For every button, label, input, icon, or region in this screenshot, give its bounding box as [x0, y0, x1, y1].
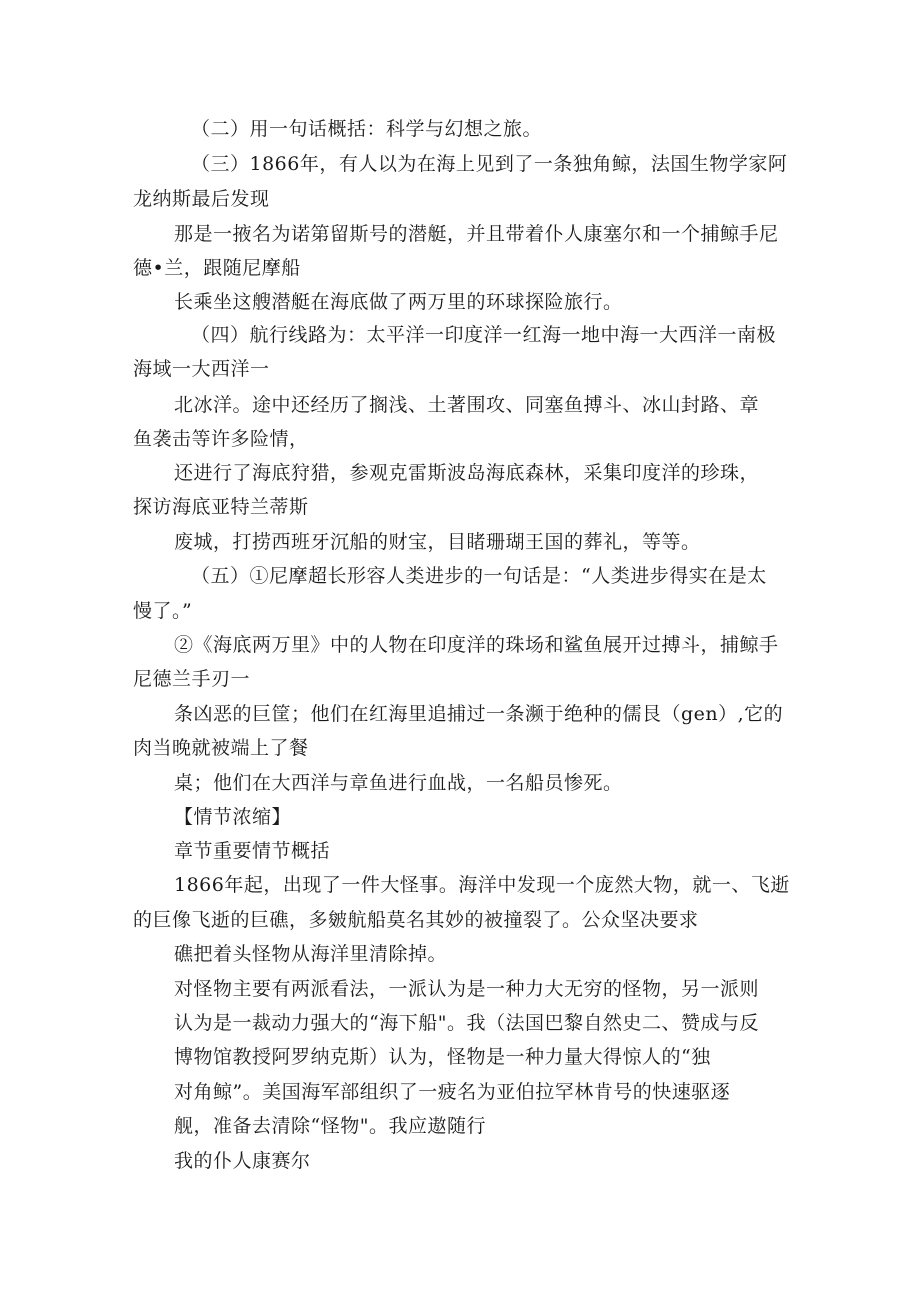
text-line: 长乘坐这艘潜艇在海底做了两万里的环球探险旅行。 [174, 291, 623, 313]
text-line: 条凶恶的巨筐；他们在红海里追捕过一条濒于绝种的儒艮（gen）,它的 [174, 703, 784, 725]
text-line: 肉当晚就被端上了餐 [133, 737, 309, 759]
text-line: 对角鲸”。美国海军部组织了一疲名为亚伯拉罕林肯号的快速驱逐 [174, 1081, 731, 1103]
text-line: （五）①尼摩超长形容人类进步的一句话是：“人类进步得实在是太 [191, 565, 767, 587]
text-line: 认为是一裁动力强大的“海下船"。我（法国巴黎自然史二、赞成与反 [174, 1012, 759, 1034]
text-line: 还进行了海底狩猎，参观克雷斯波岛海底森林，采集印度洋的珍珠， [174, 462, 760, 484]
text-line: 博物馆教授阿罗纳克斯）认为，怪物是一种力量大得惊人的“独 [174, 1046, 711, 1068]
text-line: 龙纳斯最后发现 [133, 188, 270, 210]
text-line: （三）1866年，有人以为在海上见到了一条独角鲸，法国生物学家阿 [191, 153, 788, 175]
section-heading: 【情节浓缩】 [174, 806, 292, 828]
text-line: 舰，准备去清除“怪物"。我应遨随行 [174, 1115, 486, 1137]
text-line: 废城，打捞西班牙沉船的财宝，目睹珊瑚王国的葬礼，等等。 [174, 531, 701, 553]
text-line: （四）航行线路为：太平洋一印度洋一红海一地中海一大西洋一南极 [191, 324, 777, 346]
text-line: 1866年起，出现了一件大怪事。海洋中发现一个庞然大物，就一、飞逝 [174, 874, 790, 896]
text-line: 那是一掖名为诺第留斯号的潜艇，并且带着仆人康塞尔和一个捕鲸手尼 [174, 223, 779, 245]
text-line: 鱼袭击等许多险情， [133, 428, 309, 450]
text-line: ②《海底两万里》中的人物在印度洋的珠场和鲨鱼展开过搏斗，捕鲸手 [174, 634, 779, 656]
text-line: 章节重要情节概括 [174, 840, 331, 862]
text-line: （二）用一句话概括：科学与幻想之旅。 [191, 118, 543, 140]
text-line: 的巨像飞逝的巨礁，多皴航船莫名其妙的被撞裂了。公众坚决要求 [133, 909, 699, 931]
text-line: 探访海底亚特兰蒂斯 [133, 496, 309, 518]
text-line: 桌；他们在大西洋与章鱼进行血战，一名船员惨死。 [174, 772, 623, 794]
text-line: 海域一大西洋一 [133, 358, 270, 380]
text-line: 北冰洋。途中还经历了搁浅、土著围攻、同塞鱼搏斗、冰山封路、章 [174, 394, 760, 416]
text-line: 慢了。” [133, 600, 193, 622]
text-line: 礁把着头怪物从海洋里清除掉。 [174, 943, 448, 965]
text-line: 我的仆人康赛尔 [174, 1150, 311, 1172]
text-line: 尼德兰手刃一 [133, 668, 251, 690]
text-line: 德•兰，跟随尼摩船 [133, 257, 301, 279]
text-line: 对怪物主要有两派看法，一派认为是一种力大无穷的怪物，另一派则 [174, 978, 760, 1000]
